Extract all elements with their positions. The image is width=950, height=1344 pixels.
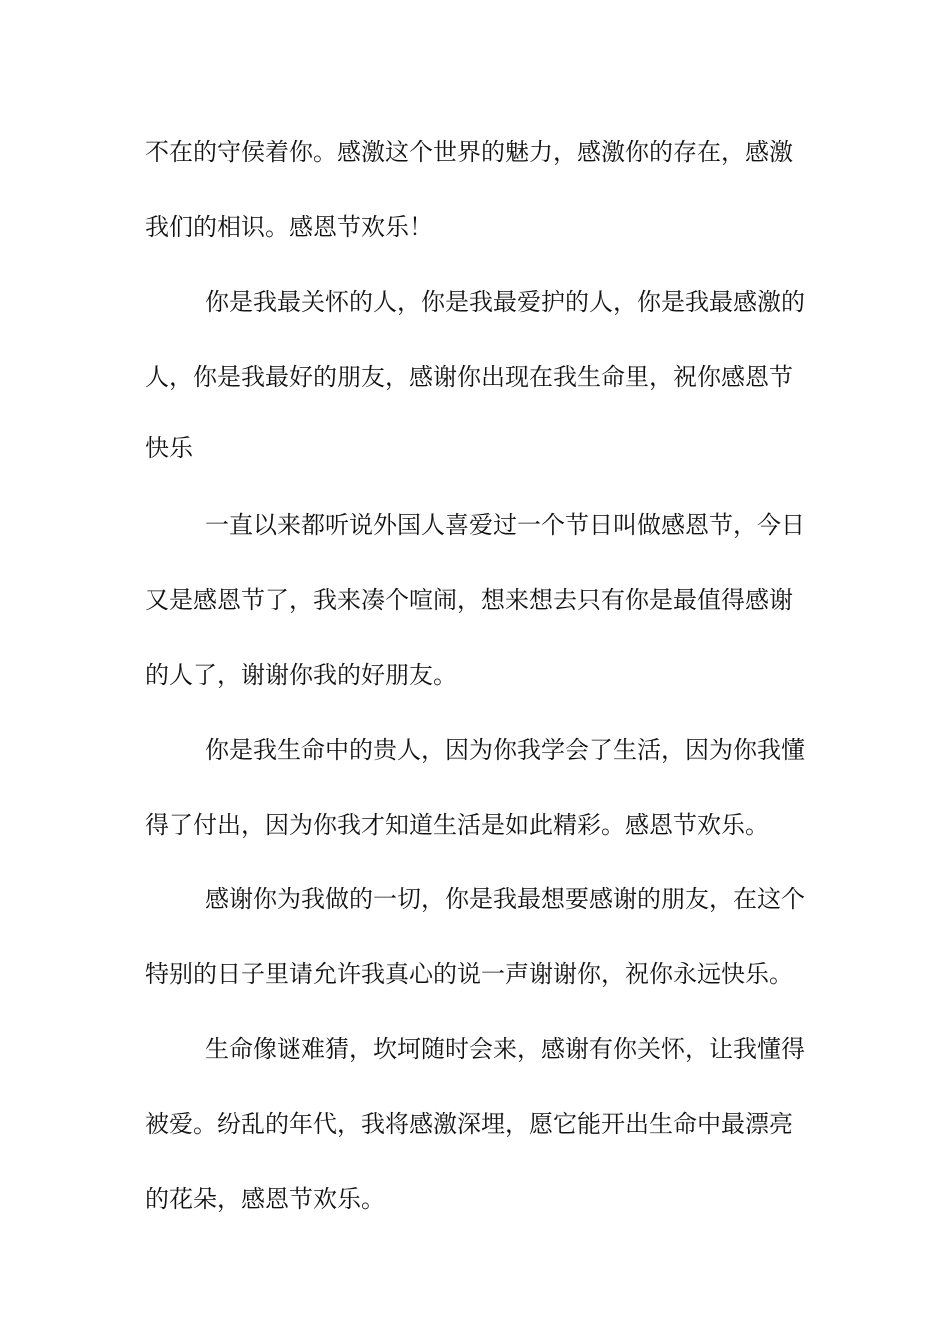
text-line: 特别的日子里请允许我真心的说一声谢谢你，祝你永远快乐。 bbox=[145, 960, 793, 988]
text-line: 人，你是我最好的朋友，感谢你出现在我生命里，祝你感恩节 bbox=[145, 363, 793, 391]
paragraph-first-line: 你是我生命中的贵人，因为你我学会了生活，因为你我懂 bbox=[205, 736, 805, 764]
text-line: 快乐 bbox=[145, 434, 193, 462]
paragraph-first-line: 你是我最关怀的人，你是我最爱护的人，你是我最感激的 bbox=[205, 288, 805, 316]
paragraph-first-line: 感谢你为我做的一切，你是我最想要感谢的朋友，在这个 bbox=[205, 885, 805, 913]
text-line: 不在的守侯着你。感激这个世界的魅力，感激你的存在，感激 bbox=[145, 138, 793, 166]
text-line: 又是感恩节了，我来凑个喧闹，想来想去只有你是最值得感谢 bbox=[145, 586, 793, 614]
text-line: 被爱。纷乱的年代，我将感激深埋，愿它能开出生命中最漂亮 bbox=[145, 1110, 793, 1138]
paragraph-first-line: 生命像谜难猜，坎坷随时会来，感谢有你关怀，让我懂得 bbox=[205, 1035, 805, 1063]
paragraph-first-line: 一直以来都听说外国人喜爱过一个节日叫做感恩节，今日 bbox=[205, 511, 805, 539]
text-line: 的人了，谢谢你我的好朋友。 bbox=[145, 661, 457, 689]
text-line: 的花朵，感恩节欢乐。 bbox=[145, 1185, 385, 1213]
text-line: 得了付出，因为你我才知道生活是如此精彩。感恩节欢乐。 bbox=[145, 811, 769, 839]
text-line: 我们的相识。感恩节欢乐！ bbox=[145, 213, 433, 241]
